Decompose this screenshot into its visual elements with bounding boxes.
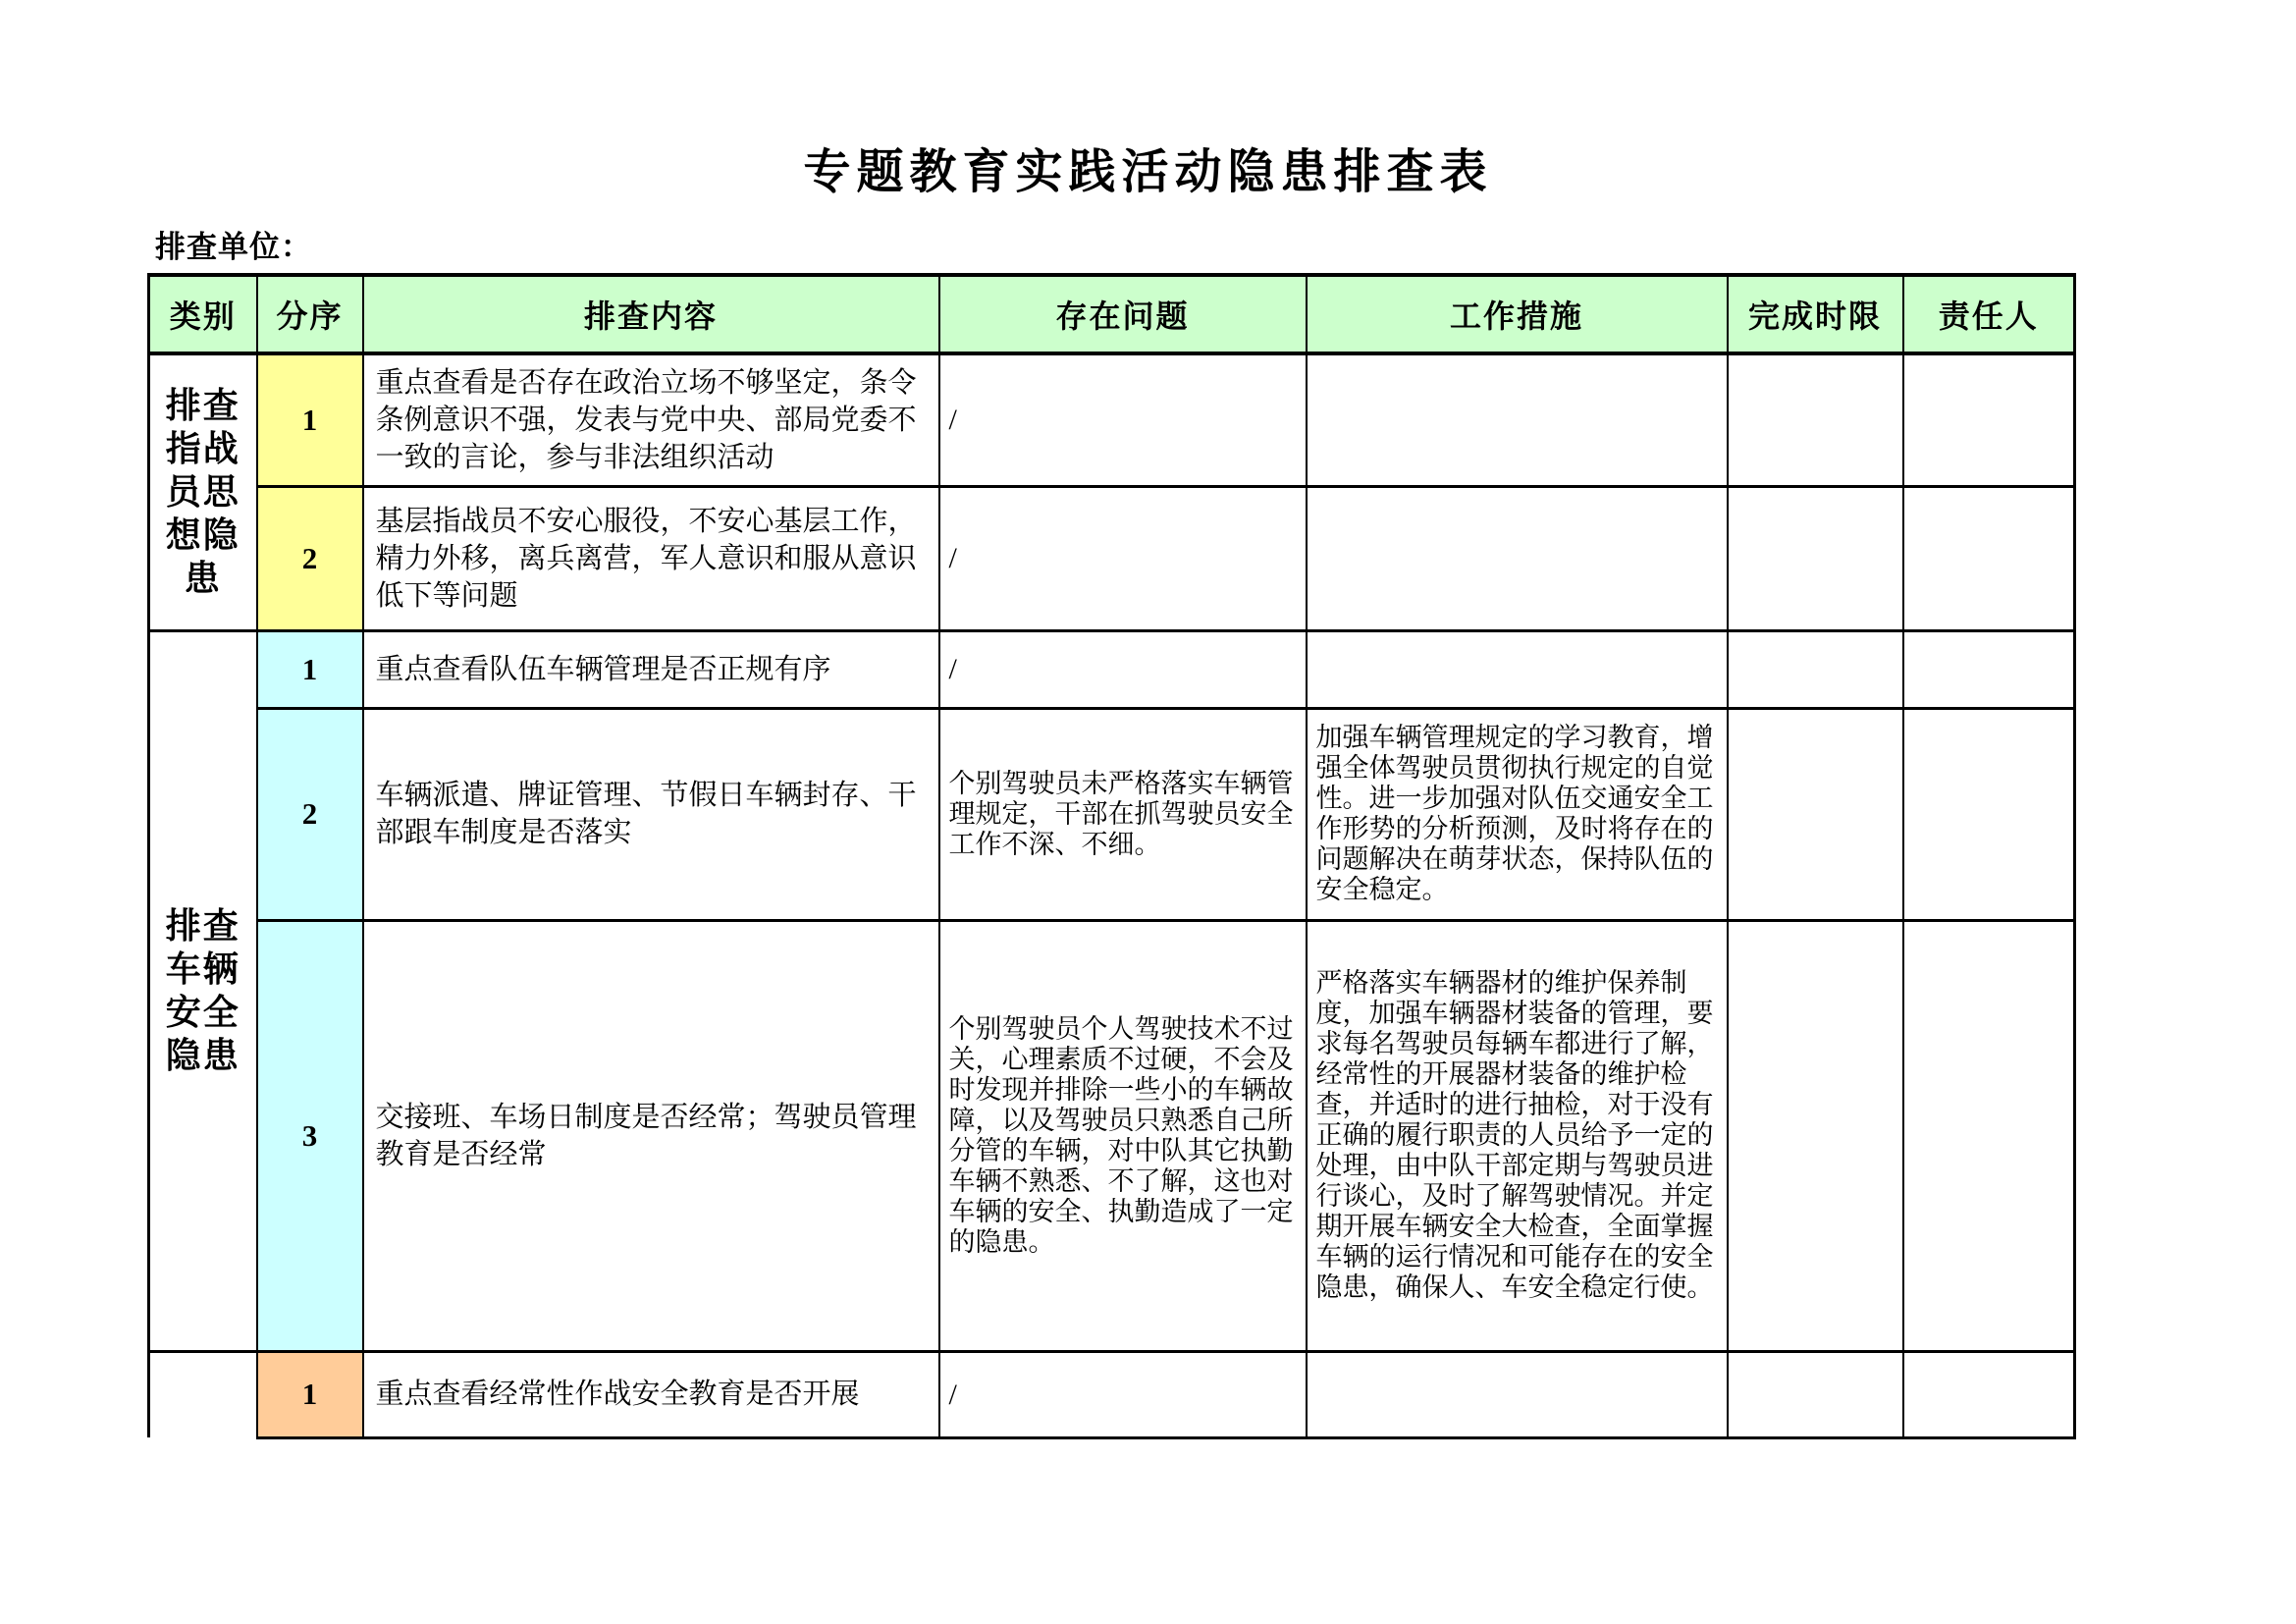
owner-cell xyxy=(1903,630,2075,708)
problem-cell: / xyxy=(939,353,1307,486)
problem-cell: 个别驾驶员个人驾驶技术不过关，心理素质不过硬，不会及时发现并排除一些小的车辆故障，以及驾驶员只熟悉自己所分管的车辆，对中队其它执勤车辆不熟悉、不了解，这也对车辆的安全、执勤造成了一定的隐患。 xyxy=(939,920,1307,1351)
table-row xyxy=(149,920,2075,1351)
measure-cell xyxy=(1307,1351,1728,1437)
page-title: 专题教育实践活动隐患排查表 xyxy=(803,146,1493,198)
deadline-cell xyxy=(1728,920,1903,1351)
table-row xyxy=(149,708,2075,920)
owner-cell xyxy=(1903,1351,2075,1437)
hazard-inspection-table xyxy=(147,273,2076,1439)
problem-cell: 个别驾驶员未严格落实车辆管理规定，干部在抓驾驶员安全工作不深、不细。 xyxy=(939,708,1307,920)
column-header-owner: 责任人 xyxy=(1903,275,2075,353)
category-cell-thought-hazard: 排查指战员思想隐患 xyxy=(149,353,257,630)
content-cell: 重点查看队伍车辆管理是否正规有序 xyxy=(363,630,939,708)
column-header-deadline: 完成时限 xyxy=(1728,275,1903,353)
deadline-cell xyxy=(1728,708,1903,920)
problem-cell: / xyxy=(939,486,1307,630)
content-cell: 交接班、车场日制度是否经常；驾驶员管理教育是否经常 xyxy=(363,920,939,1351)
table-row xyxy=(149,486,2075,630)
seq-cell: 1 xyxy=(257,630,363,708)
problem-cell: / xyxy=(939,630,1307,708)
measure-cell xyxy=(1307,486,1728,630)
table-row xyxy=(149,353,2075,486)
column-header-category: 类别 xyxy=(149,275,257,353)
seq-cell: 1 xyxy=(257,353,363,486)
seq-cell: 3 xyxy=(257,920,363,1351)
column-header-content: 排查内容 xyxy=(363,275,939,353)
column-header-sequence: 分序 xyxy=(257,275,363,353)
seq-cell: 1 xyxy=(257,1351,363,1437)
table-row xyxy=(149,630,2075,708)
header-row xyxy=(149,275,2075,353)
measure-cell xyxy=(1307,630,1728,708)
seq-cell: 2 xyxy=(257,486,363,630)
seq-cell: 2 xyxy=(257,708,363,920)
column-header-problem: 存在问题 xyxy=(939,275,1307,353)
measure-cell: 严格落实车辆器材的维护保养制度，加强车辆器材装备的管理，要求每名驾驶员每辆车都进行了解，经常性的开展器材装备的维护检查，并适时的进行抽检，对于没有正确的履行职责的人员给予一定的处理，由中队干部定期与驾驶员进行谈心，及时了解驾驶情况。并定期开展车辆安全大检查，全面掌握车辆的运行情况和可能存在的安全隐患，确保人、车安全稳定行使。 xyxy=(1307,920,1728,1351)
inspection-unit-label: 排查单位： xyxy=(155,230,312,264)
deadline-cell xyxy=(1728,630,1903,708)
content-cell: 车辆派遣、牌证管理、节假日车辆封存、干部跟车制度是否落实 xyxy=(363,708,939,920)
content-cell: 重点查看是否存在政治立场不够坚定，条令条例意识不强，发表与党中央、部局党委不一致的言论，参与非法组织活动 xyxy=(363,353,939,486)
measure-cell xyxy=(1307,353,1728,486)
table-row xyxy=(149,1351,2075,1437)
owner-cell xyxy=(1903,920,2075,1351)
owner-cell xyxy=(1903,353,2075,486)
measure-cell: 加强车辆管理规定的学习教育，增强全体驾驶员贯彻执行规定的自觉性。进一步加强对队伍交通安全工作形势的分析预测，及时将存在的问题解决在萌芽状态，保持队伍的安全稳定。 xyxy=(1307,708,1728,920)
problem-cell: / xyxy=(939,1351,1307,1437)
owner-cell xyxy=(1903,486,2075,630)
owner-cell xyxy=(1903,708,2075,920)
deadline-cell xyxy=(1728,353,1903,486)
category-cell-vehicle-hazard: 排查车辆安全隐患 xyxy=(149,630,257,1351)
deadline-cell xyxy=(1728,1351,1903,1437)
column-header-measure: 工作措施 xyxy=(1307,275,1728,353)
content-cell: 基层指战员不安心服役，不安心基层工作，精力外移，离兵离营，军人意识和服从意识低下等问题 xyxy=(363,486,939,630)
category-cell-combat-safety xyxy=(149,1351,257,1437)
content-cell: 重点查看经常性作战安全教育是否开展 xyxy=(363,1351,939,1437)
deadline-cell xyxy=(1728,486,1903,630)
